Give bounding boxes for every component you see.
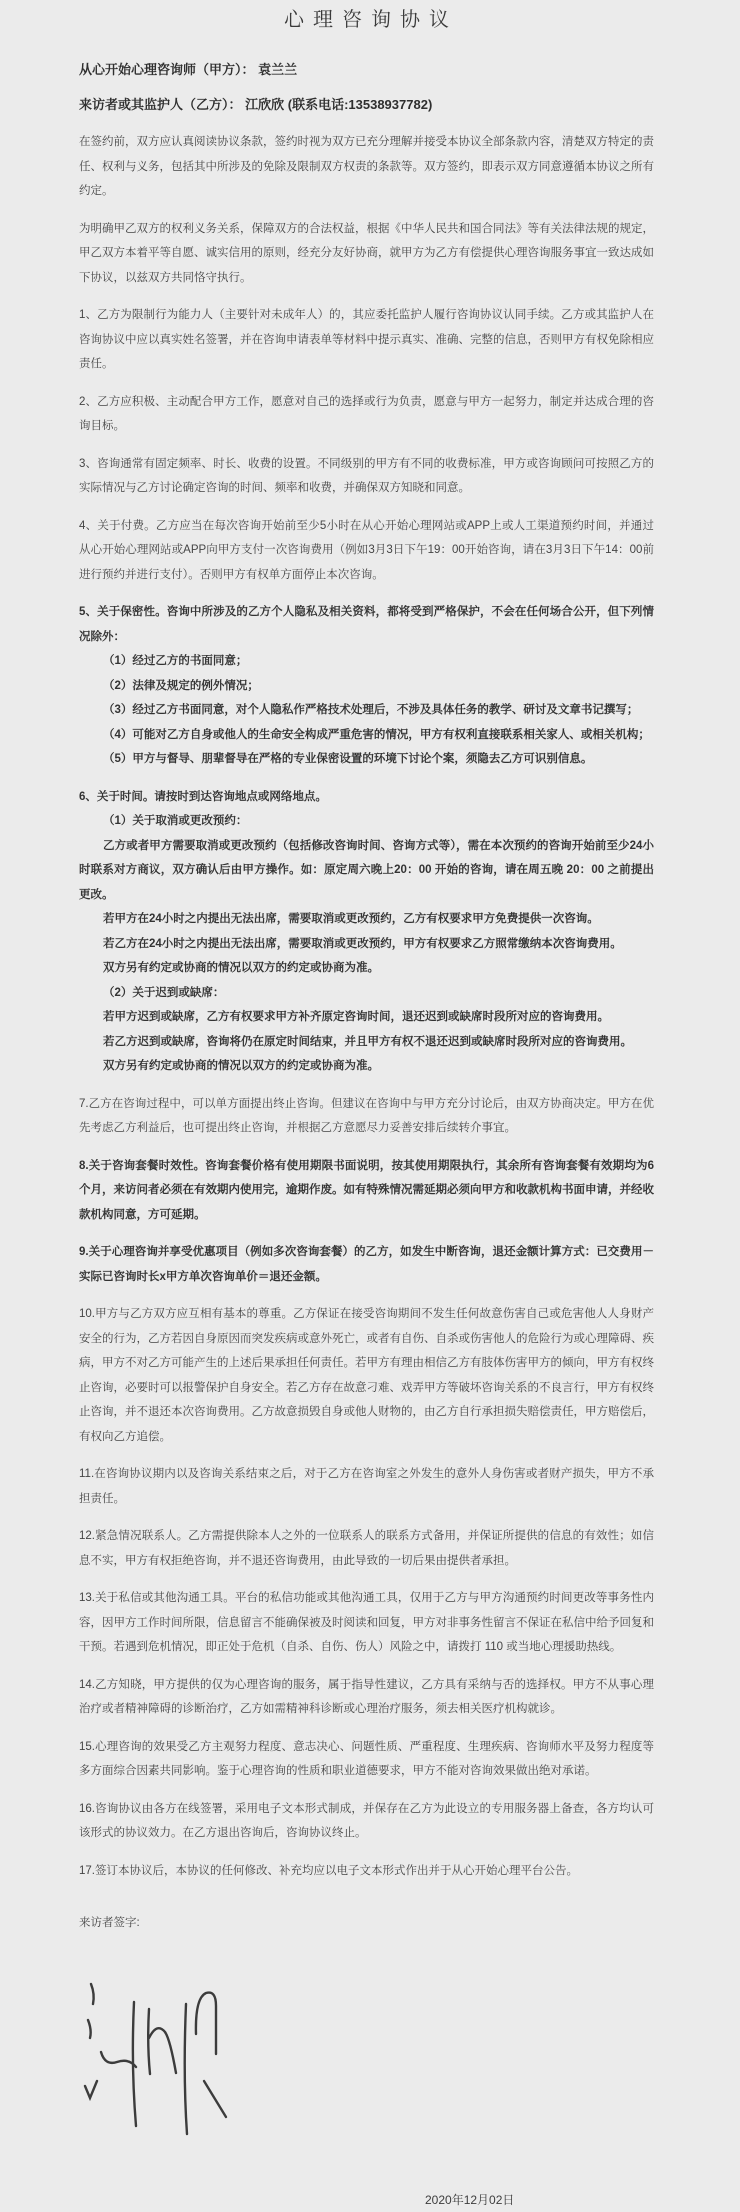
party-a-label: 从心开始心理咨询师（甲方）： — [79, 62, 255, 77]
clause-paragraph: 在签约前，双方应认真阅读协议条款，签约时视为双方已充分理解并接受本协议全部条款内容，清楚双方特定的责任、权利与义务，包括其中所涉及的免除及限制双方权责的条款等。双方签约，即表示双方同意遵循本协议之所有约定。 — [79, 130, 654, 204]
clause-paragraph: 10.甲方与乙方双方应互相有基本的尊重。乙方保证在接受咨询期间不发生任何故意伤害自己或危害他人人身财产安全的行为，乙方若因自身原因而突发疾病或意外死亡，或者有自伤、自杀或伤害他人的危险行为或心理障碍、疾病，甲方不对乙方可能产生的上述后果承担任何责任。若甲方有理由相信乙方有肢体伤害甲方的倾向，甲方有权终止咨询，必要时可以报警保护自身安全。若乙方存在故意刁难、戏弄甲方等破坏咨询关系的不良言行，甲方有权终止咨询，并不退还本次咨询费用。乙方故意损毁自身或他人财物的，由乙方自行承担损失赔偿责任，甲方赔偿后，有权向乙方追偿。 — [79, 1302, 654, 1449]
clause-paragraph: （1）经过乙方的书面同意； — [79, 649, 654, 674]
clause-paragraph: 7.乙方在咨询过程中，可以单方面提出终止咨询。但建议在咨询中与甲方充分讨论后，由双方协商决定。甲方在优先考虑乙方利益后，也可提出终止咨询，并根据乙方意愿尽力妥善安排后续转介事宜。 — [79, 1092, 654, 1141]
date-line: 2020年12月02日 — [425, 2188, 654, 2212]
clause-paragraph: 17.签订本协议后，本协议的任何修改、补充均应以电子文本形式作出并于从心开始心理平台公告。 — [79, 1859, 654, 1884]
clause-paragraph: （2）法律及规定的例外情况； — [79, 674, 654, 699]
clause-paragraph: 8.关于咨询套餐时效性。咨询套餐价格有使用期限书面说明，按其使用期限执行，其余所有咨询套餐有效期均为6个月，来访问者必须在有效期内使用完，逾期作废。如有特殊情况需延期必须向甲方和收款机构书面申请，并经收款机构同意，方可延期。 — [79, 1154, 654, 1228]
signature-drawing — [79, 1976, 654, 2143]
clause-paragraph: 若乙方迟到或缺席，咨询将仍在原定时间结束，并且甲方有权不退还迟到或缺席时段所对应的咨询费用。 — [79, 1030, 654, 1055]
clause-paragraph: 11.在咨询协议期内以及咨询关系结束之后，对于乙方在咨询室之外发生的意外人身伤害或者财产损失，甲方不承担责任。 — [79, 1462, 654, 1511]
clause-paragraph: 若甲方迟到或缺席，乙方有权要求甲方补齐原定咨询时间，退还迟到或缺席时段所对应的咨询费用。 — [79, 1005, 654, 1030]
clause-paragraph: 16.咨询协议由各方在线签署，采用电子文本形式制成，并保存在乙方为此设立的专用服务器上备查，各方均认可该形式的协议效力。在乙方退出咨询后，咨询协议终止。 — [79, 1797, 654, 1846]
clauses-container — [79, 130, 654, 1883]
clause-paragraph: 1、乙方为限制行为能力人（主要针对未成年人）的，其应委托监护人履行咨询协议认同手续。乙方或其监护人在咨询协议中应以真实姓名签署，并在咨询申请表单等材料中提示真实、准确、完整的信息，否则甲方有权免除相应责任。 — [79, 303, 654, 377]
clause-paragraph: 乙方或者甲方需要取消或更改预约（包括修改咨询时间、咨询方式等），需在本次预约的咨询开始前至少24小时联系对方商议，双方确认后由甲方操作。如：原定周六晚上20：00 开始的咨询，请在周五晚 20：00 之前提出更改。 — [79, 834, 654, 908]
clause-paragraph: 若甲方在24小时之内提出无法出席，需要取消或更改预约，乙方有权要求甲方免费提供一次咨询。 — [79, 907, 654, 932]
clause-paragraph: 4、关于付费。乙方应当在每次咨询开始前至少5小时在从心开始心理网站或APP上或人工渠道预约时间，并通过从心开始心理网站或APP向甲方支付一次咨询费用（例如3月3日下午19：00开始咨询，请在3月3日下午14：00前进行预约并进行支付）。否则甲方有权单方面停止本次咨询。 — [79, 514, 654, 588]
clause-paragraph: （3）经过乙方书面同意，对个人隐私作严格技术处理后，不涉及具体任务的教学、研讨及文章书记撰写； — [79, 698, 654, 723]
clause-paragraph: （2）关于迟到或缺席： — [79, 981, 654, 1006]
clause-paragraph: 若乙方在24小时之内提出无法出席，需要取消或更改预约，甲方有权要求乙方照常缴纳本次咨询费用。 — [79, 932, 654, 957]
clause-paragraph: 15.心理咨询的效果受乙方主观努力程度、意志决心、问题性质、严重程度、生理疾病、咨询师水平及努力程度等多方面综合因素共同影响。鉴于心理咨询的性质和职业道德要求，甲方不能对咨询效果做出绝对承诺。 — [79, 1735, 654, 1784]
clause-paragraph: 5、关于保密性。咨询中所涉及的乙方个人隐私及相关资料，都将受到严格保护，不会在任何场合公开，但下列情况除外： — [79, 600, 654, 649]
party-a-name: 袁兰兰 — [258, 62, 297, 77]
signature-label: 来访者签字: — [79, 1911, 654, 1936]
clause-paragraph: 3、咨询通常有固定频率、时长、收费的设置。不同级别的甲方有不同的收费标准，甲方或咨询顾问可按照乙方的实际情况与乙方讨论确定咨询的时间、频率和收费，并确保双方知晓和同意。 — [79, 452, 654, 501]
party-a-line — [79, 58, 654, 83]
clause-paragraph: 6、关于时间。请按时到达咨询地点或网络地点。 — [79, 785, 654, 810]
party-b-line — [79, 93, 654, 118]
clause-paragraph: 双方另有约定或协商的情况以双方的约定或协商为准。 — [79, 956, 654, 981]
handwritten-signature-icon — [79, 1976, 239, 2143]
clause-paragraph: 为明确甲乙双方的权利义务关系，保障双方的合法权益，根据《中华人民共和国合同法》等有关法律法规的规定，甲乙双方本着平等自愿、诚实信用的原则，经充分友好协商，就甲方为乙方有偿提供心理咨询服务事宜一致达成如下协议，以兹双方共同恪守执行。 — [79, 217, 654, 291]
clause-paragraph: 双方另有约定或协商的情况以双方的约定或协商为准。 — [79, 1054, 654, 1079]
clause-paragraph: 2、乙方应积极、主动配合甲方工作，愿意对自己的选择或行为负责，愿意与甲方一起努力，制定并达成合理的咨询目标。 — [79, 390, 654, 439]
party-b-name: 江欣欣 (联系电话:13538937782) — [245, 97, 432, 112]
party-b-label: 来访者或其监护人（乙方）： — [79, 97, 242, 112]
clause-paragraph: （1）关于取消或更改预约： — [79, 809, 654, 834]
clause-paragraph: 12.紧急情况联系人。乙方需提供除本人之外的一位联系人的联系方式备用，并保证所提供的信息的有效性；如信息不实，甲方有权拒绝咨询，并不退还咨询费用，由此导致的一切后果由提供者承担。 — [79, 1524, 654, 1573]
page-title: 心理咨询协议 — [79, 6, 654, 34]
clause-paragraph: （5）甲方与督导、朋辈督导在严格的专业保密设置的环境下讨论个案，须隐去乙方可识别信息。 — [79, 747, 654, 772]
clause-paragraph: 13.关于私信或其他沟通工具。平台的私信功能或其他沟通工具，仅用于乙方与甲方沟通预约时间更改等事务性内容，因甲方工作时间所限，信息留言不能确保被及时阅读和回复，甲方对非事务性留言不保证在私信中给予回复和干预。若遇到危机情况，即正处于危机（自杀、自伤、伤人）风险之中，请拨打 110 或当地心理援助热线。 — [79, 1586, 654, 1660]
clause-paragraph: 14.乙方知晓，甲方提供的仅为心理咨询的服务，属于指导性建议，乙方具有采纳与否的选择权。甲方不从事心理治疗或者精神障碍的诊断治疗，乙方如需精神科诊断或心理治疗服务，须去相关医疗机构就诊。 — [79, 1673, 654, 1722]
clause-paragraph: （4）可能对乙方自身或他人的生命安全构成严重危害的情况，甲方有权利直接联系相关家人、或相关机构； — [79, 723, 654, 748]
clause-paragraph: 9.关于心理咨询并享受优惠项目（例如多次咨询套餐）的乙方，如发生中断咨询，退还金额计算方式：已交费用－实际已咨询时长x甲方单次咨询单价＝退还金额。 — [79, 1240, 654, 1289]
